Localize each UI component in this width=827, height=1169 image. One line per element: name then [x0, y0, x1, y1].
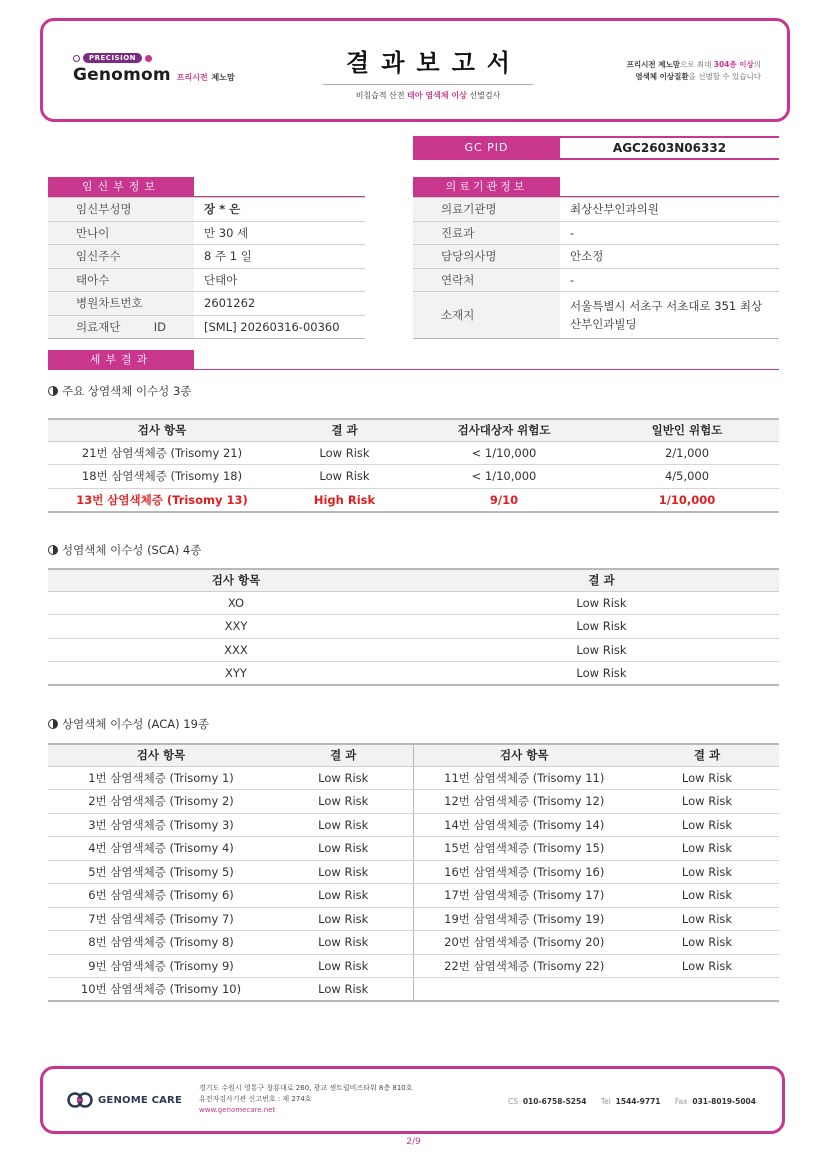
patient-section-title: 임신부정보 [48, 177, 194, 197]
sca-subhead: 성염색체 이수성 (SCA) 4종 [48, 542, 201, 558]
table-row: 연락처 - [413, 268, 779, 292]
table-row: 태아수 단태아 [48, 268, 365, 292]
detail-section-line [194, 369, 779, 370]
sca-table: 검사 항목 결 과 XO Low Risk XXY Low Risk XXX Low Risk XYY Low Risk [48, 568, 779, 686]
logo-dot-icon [145, 55, 152, 62]
page-number: 2/9 [406, 1137, 421, 1147]
table-row: 2번 삼염색체증 (Trisomy 2) Low Risk 12번 삼염색체증 (Trisomy 12) Low Risk [48, 790, 779, 814]
report-footer [40, 1066, 785, 1134]
footer-license: 유전자검사기관 신고번호 : 제 274호 [199, 1095, 312, 1103]
table-row: 8번 삼염색체증 (Trisomy 8) Low Risk 20번 삼염색체증 (Trisomy 20) Low Risk [48, 931, 779, 955]
logo-precision-label: PRECISION [83, 53, 142, 63]
logo-dot-icon [73, 55, 80, 62]
table-row: 3번 삼염색체증 (Trisomy 3) Low Risk 14번 삼염색체증 (Trisomy 14) Low Risk [48, 813, 779, 837]
table-row: 소재지 서울특별시 서초구 서초대로 351 최상산부인과빌딩 [413, 292, 779, 339]
table-row: 9번 삼염색체증 (Trisomy 9) Low Risk 22번 삼염색체증 (Trisomy 22) Low Risk [48, 954, 779, 978]
half-circle-icon [48, 386, 58, 396]
table-row: 4번 삼염색체증 (Trisomy 4) Low Risk 15번 삼염색체증 (Trisomy 15) Low Risk [48, 837, 779, 861]
table-row: XYY Low Risk [48, 662, 779, 686]
footer-contact: CS 010-6758-5254 Tel 1544-9771 Fax 031-8019-5004 [508, 1097, 756, 1106]
genome-care-logo [67, 1091, 182, 1109]
gc-pid-row [413, 136, 779, 160]
footer-address: 경기도 수원시 영통구 창룡대로 260, 광교 센트럴비즈타워 8층 810호 [199, 1084, 413, 1092]
table-row: 의료재단 ID [SML] 20260316-00360 [48, 315, 365, 339]
report-title-block [313, 43, 543, 101]
cs-number: 010-6758-5254 [522, 1097, 587, 1106]
table-row: 18번 삼염색체증 (Trisomy 18) Low Risk < 1/10,000 4/5,000 [48, 465, 779, 489]
table-row: 진료과 - [413, 221, 779, 245]
table-row: 담당의사명 안소정 [413, 245, 779, 269]
footer-website-link[interactable]: www.genomecare.net [199, 1106, 276, 1114]
table-row: 6번 삼염색체증 (Trisomy 6) Low Risk 17번 삼염색체증 (Trisomy 17) Low Risk [48, 884, 779, 908]
header-tagline: 프리시전 제노맘으로 최대 304종 이상의 염색체 이상질환을 선별할 수 있습니다 [626, 60, 761, 81]
table-row: 1번 삼염색체증 (Trisomy 1) Low Risk 11번 삼염색체증 (Trisomy 11) Low Risk [48, 766, 779, 790]
page-title: 결과보고서 [346, 49, 522, 77]
gc-pid-value: AGC2603N06332 [612, 141, 727, 155]
page-subtitle: 비침습적 산전 태아 염색체 이상 선별검사 [355, 91, 501, 100]
trisomy-table: 검사 항목 결 과 검사대상자 위험도 일반인 위험도 21번 삼염색체증 (Trisomy 21) Low Risk < 1/10,000 2/1,000 18번 삼염색체증 (Trisomy 18) Low Risk < 1/10,000 4/5,000 13번 삼염색체증 (Trisomy 13) High Risk 9/10 1/10,000 [48, 418, 779, 513]
institution-section-title: 의료기관정보 [413, 177, 560, 197]
logo-sub-pink: 프리시전 [176, 73, 208, 82]
table-row: 만나이 만 30 세 [48, 221, 365, 245]
tel-number: 1544-9771 [615, 1097, 661, 1106]
report-header [40, 18, 790, 122]
company-name: GENOME CARE [98, 1094, 182, 1106]
aca-table: 검사 항목 결 과 검사 항목 결 과 1번 삼염색체증 (Trisomy 1) Low Risk 11번 삼염색체증 (Trisomy 11) Low Risk 2번 삼염색체증 (Trisomy 2) Low Risk 12번 삼염색체증 (Trisomy 12) Low Risk 3번 삼염색체증 (Trisomy 3) Low Risk 14번 삼염색체증 (Trisomy 14) Low Risk 4번 삼염색체증 (Trisomy 4) Low Risk 15번 삼염색체증 (Trisomy 15) Low Risk 5번 삼염색체증 (Trisomy 5) Low Risk 16번 삼염색체증 (Trisomy 16) Low Risk 6번 삼염색체증 (Trisomy 6) Low Risk 17번 삼염색체증 (Trisomy 17) Low Risk 7번 삼염색체증 (Trisomy 7) Low Risk 19번 삼염색체증 (Trisomy 19) Low Risk 8번 삼염색체증 (Trisomy 8) Low Risk 20번 삼염색체증 (Trisomy 20) Low Risk 9번 삼염색체증 (Trisomy 9) Low Risk 22번 삼염색체증 (Trisomy 22) Low Risk 10번 삼염색체증 (Trisomy 10) Low Risk [48, 743, 779, 1002]
patient-info-table [48, 197, 365, 339]
fax-number: 031-8019-5004 [692, 1097, 756, 1106]
half-circle-icon [48, 545, 58, 555]
detail-section-title: 세부결과 [48, 350, 194, 370]
table-row: 10번 삼염색체증 (Trisomy 10) Low Risk [48, 978, 779, 1002]
footer-address-block [199, 1083, 413, 1116]
patient-name: 장 * 은 [194, 198, 365, 222]
table-row: XXX Low Risk [48, 638, 779, 662]
table-row: 21번 삼염색체증 (Trisomy 21) Low Risk < 1/10,000 2/1,000 [48, 441, 779, 465]
gc-pid-label: GC PID [413, 138, 560, 158]
genomom-logo [73, 53, 235, 85]
table-row: XO Low Risk [48, 591, 779, 615]
table-row: 임신부성명 장 * 은 [48, 198, 365, 222]
logo-brand: Genomom [73, 65, 171, 85]
table-row: 5번 삼염색체증 (Trisomy 5) Low Risk 16번 삼염색체증 (Trisomy 16) Low Risk [48, 860, 779, 884]
table-row: XXY Low Risk [48, 615, 779, 639]
table-row: 병원차트번호 2601262 [48, 292, 365, 316]
logo-sub-dark: 제노맘 [211, 73, 235, 82]
aca-subhead: 상염색체 이수성 (ACA) 19종 [48, 716, 209, 732]
table-row: 임신주수 8 주 1 일 [48, 245, 365, 269]
high-risk-row: 13번 삼염색체증 (Trisomy 13) High Risk 9/10 1/10,000 [48, 488, 779, 512]
table-row: 의료기관명 최상산부인과의원 [413, 198, 779, 222]
institution-info-table [413, 197, 779, 339]
trisomy-subhead: 주요 상염색체 이수성 3종 [48, 383, 191, 399]
half-circle-icon [48, 719, 58, 729]
table-row: 7번 삼염색체증 (Trisomy 7) Low Risk 19번 삼염색체증 (Trisomy 19) Low Risk [48, 907, 779, 931]
genome-care-logo-icon [67, 1091, 93, 1109]
title-divider [323, 84, 533, 85]
